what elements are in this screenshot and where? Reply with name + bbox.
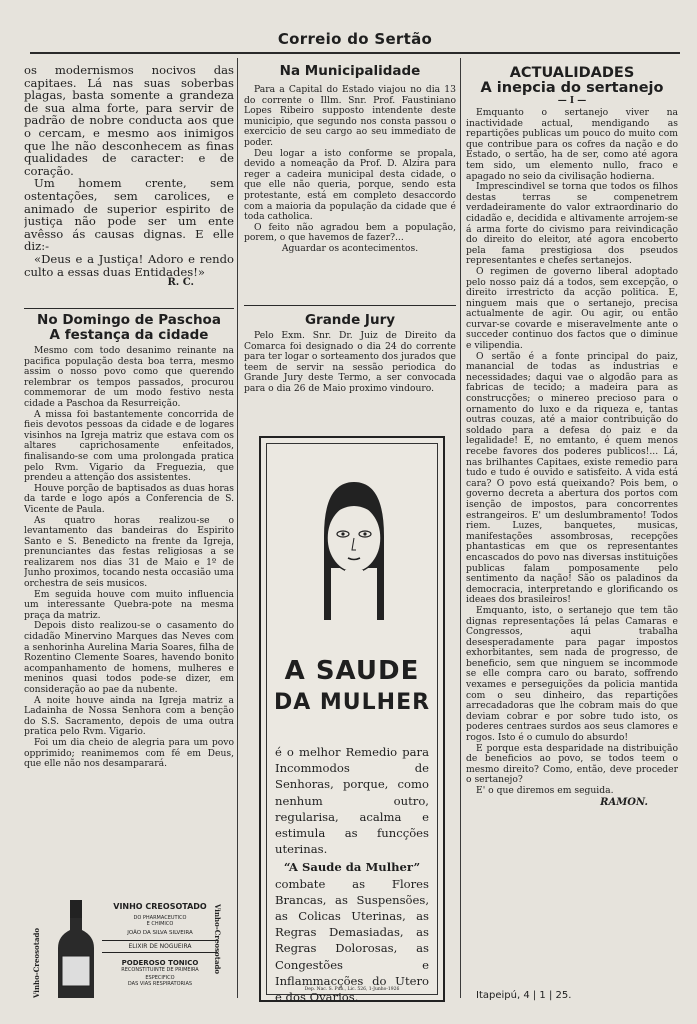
column-1-top [24,64,234,304]
advert-side-text-left: Vinho-Creosotado [32,927,41,998]
article-headline: Na Municipalidade [279,64,421,79]
signature-ramon: RAMON. [600,796,648,808]
dateline: Itapeipú, 4 | 1 | 25. [476,990,572,1001]
advert-line: JOÃO DA SILVA SILVEIRA [127,930,193,936]
advert-text-block [102,902,218,987]
section-numeral: — I — [557,96,587,106]
article-continuation-paragraph: «Deus e a Justiça! Adoro e rendo culto a essas duas Entidades!» [24,251,234,279]
advert-title-line-2: DA MULHER [273,690,431,715]
advert-quote: “A Saude da Mulher” [283,860,421,875]
advert-line: DAS VIAS RESPIRATORIAS [127,981,193,987]
advert-title: VINHO CREOSOTADO [113,902,207,911]
advert-license-footer: Dep. Nac. S. Pub., Lic. 526, 1-Junho-1926 [304,987,400,992]
paragraph: Emquanto, isto, o sertanejo que tem tão dignas representações lá pelas Camaras e Congressos, aqui trabalha desesperadamente para pagar impostos exhorbitantes, sem nada de progresso, de beneficio, sem que ninguem se incommode se elle compra caro ou barato, soffrendo vexames e perseguições da policia mantida com o seu dinheiro, das repartições arrecadadoras que lhe cobram mais do que deviam cobrar e por sobre tudo isto, os poderes centraes surdos aos seus clamores e rogos. Isto é o cumulo do absurdo! [466,604,678,744]
advert-line: E CHIMICO [146,921,174,927]
paragraph: Pelo Exm. Snr. Dr. Juiz de Direito da Comarca foi designado o dia 24 do corrente para ter logar o sorteamento dos jurados que teem de servir na sessão periodica do Grande Jury deste Termo, a ser convocada para o dia 26 de Maio proximo vindouro. [244,330,456,394]
column-3-actualidades [466,66,678,988]
column-2-rule [244,305,456,306]
advert-paragraph: é o melhor Remedio para Incommodos de Senhoras, porque, como nenhum outro, regularisa, acalma e estimula as funcções uterinas. [275,745,429,857]
advert-line: PODEROSO TONICO [121,959,199,967]
article-headline: Grande Jury [304,313,396,328]
masthead: Correio do Sertão [277,30,433,48]
article-continuation-paragraph: os modernismos nocivos das capitaes. Lá nas suas soberbas plagas, basta somente a grandeza de sua alma forte, para servir de padrão de nobre conducta aos que o cercam, e mesmo aos inimigos que lhe não desconhecem as finas qualidades de caracter: e de coração. [24,64,234,178]
paragraph: A noite houve ainda na Igreja matriz a Ladainha de Nossa Senhora com a benção do S.S. Sacramento, depois de uma outra pratica pelo Rvm. Vigario. [24,694,234,738]
paragraph: As quatro horas realizou-se o levantamento das bandeiras do Espirito Santo e S. Benedicto na frente da Igreja, prenunciantes das festas religiosas a se realizarem nos dias 31 de Maio e 1º de Junho proximos, tocando nesta occasião uma orchestra de seis musicos. [24,514,234,590]
article-headline: ACTUALIDADES [509,66,635,81]
paragraph: E' o que diremos em seguida. [476,785,614,796]
advert-line: DO PHARMACEUTICO [133,915,187,921]
article-subheadline: A inepcia do sertanejo [480,80,664,96]
paragraph: Imprescindivel se torna que todos os filhos destas terras se compenetrem verdadeiramente do valor extraordinario do cidadão e, decidida e altivamente arrojem-se á arma forte do civismo para reivindicação do direito do eleitor, até agora encoberto pela fama prestigiosa dos pseudos representantes e chefes sertanejos. [466,181,678,267]
signature-rc: R. C. [167,277,194,289]
paragraph: Depois disto realizou-se o casamento do cidadão Minervino Marques das Neves com a senhorinha Aurelina Maria Soares, filha de Rozentino Clemente Soares, havendo bonito acompanhamento de homens, mulheres e meninos quasi todos pode-se dizer, em consideração ao pae da nubente. [24,620,234,695]
column-1-rule [24,308,234,309]
advert-inner-frame [266,443,438,1005]
paragraph: Foi um dia cheio de alegria para um povo opprimido; reanimemos com fé em Deus, que elle não nos desamparará. [24,736,234,770]
column-1-article [24,313,234,893]
paragraph: Mesmo com todo desanimo reinante na pacifica população desta boa terra, mesmo assim o nosso povo como que querendo relembrar os tempos passados, procurou commemorar de um modo festivo nesta cidade a Paschoa da Resurreição. [24,345,234,409]
advert-title-line-1: A SAUDE [284,656,420,686]
paragraph: O feito não agradou bem a população, porem, o que havemos de fazer?... [244,221,456,244]
column-2-municipalidade [244,64,456,308]
advert-line: ESPECIFICO [145,975,175,981]
paragraph: Em seguida houve com muito influencia um interessante Quebra-pote na mesma praça da matriz. [24,588,234,621]
advert-side-text-right: Vinho-Creosotado [213,904,222,975]
paragraph: Deu logar a isto conforme se propala, devido a nomeação da Prof. D. Alzira para reger a cadeira municipal desta cidade, o que elle não queria, porque, sendo esta protestante, está em completo desaccordo com a maioria da população da cidade que é toda catholica. [244,147,456,223]
article-subheadline: A festança da cidade [49,327,209,343]
paragraph: Para a Capital do Estado viajou no dia 13 do corrente o Illm. Snr. Prof. Faustiniano Lopes Ribeiro supposto intendente deste municipio, que segundo nos consta passou o exercicio de seu cargo ao seu immediato de poder. [244,84,456,148]
advert-body [275,744,429,1005]
saude-da-mulher-advert [259,436,445,1005]
column-divider-1 [237,58,238,998]
paragraph: O regimen de governo liberal adoptado pelo nosso paiz dá a todos, sem excepção, o direito irrestricto da acção politica. E, ninguem mais que o sertanejo, precisa actualmente de agir. Ou agir, ou então curvar-se covarde e miseravelmente ante o succeder continuo dos factos que o diminue e vilipendia. [466,265,678,352]
paragraph: A missa foi bastantemente concorrida de fieis devotos pessoas da cidade e de logares visinhos na Igreja matriz que estava com os altares caprichosamente enfeitados, finalisando-se com uma prolongada pratica pelo Rvm. Vigario da Freguezia, que prendeu a attenção dos assistentes. [24,408,234,484]
article-continuation-paragraph: Um homem crente, sem ostentações, sem carolices, e animado de superior espirito de justiça não pode ser um ente avêsso ás causas dignas. E elle diz:- [24,176,234,254]
paragraph: E porque esta desparidade na distribuição de beneficios ao povo, se todos teem o mesmo direito? Como, então, deve proceder o sertanejo? [466,742,678,786]
vinho-creosotado-advert [32,898,230,1004]
paragraph-closing: Aguardar os acontecimentos. [281,242,419,254]
article-headline: No Domingo de Paschoa [37,313,221,328]
paragraph: Emquanto o sertanejo viver na inactividade actual, mendigando as repartições publicas um pouco do muito com que contribue para os cofres da nação e do Estado, o sertão, ha de ser, como até agora tem sido, um elemento nullo, fraco e apagado no seio da civilisação hodierna. [466,107,678,182]
paragraph: Houve porção de baptisados as duas horas da tarde e logo após a Conferencia de S. Vicente de Paula. [24,482,234,515]
column-divider-2 [460,58,461,998]
masthead-rule [30,52,680,54]
column-2-grande-jury [244,313,456,423]
paragraph: O sertão é a fonte principal do paiz, manancial de todas as industrias e necessidades; daqui vae o algodão para as fabricas de tecido; a madeira para as construcções; o minereo precioso para o ornamento do luxo e da riqueza e, tantas outras couzas, até a maior contribuição do soldado para a defesa do paiz e da legalidade! E, no emtanto, é quem menos recebe favores dos poderes publicos!... Lá, nas brilhantes Capitaes, existe remedio para tudo e tudo é ouvido e satisfeito. A vida está cara? O povo está queixando? Pois bem, o governo decreta a abertura dos portos com isenção de impostos, para concorrentes estrangeiros. E' um deslumbramento! Todos riem. Luzes, banquetes, musicas, manifestações assombrosas, recepções phantasticas em que os representantes encascados do povo nas diversas instituições publicas falam pomposamente pelo sentimento da nação! São os paladinos da democracia, interpretando e glorificando os ideaes dos brasileiros! [466,350,678,606]
advert-paragraph: combate as Flores Brancas, as Suspensões, as Colicas Uterinas, as Regras Demasiadas, as Regras Dolorosas, as Congestões e Inflammacções do Utero e dos Ovarios. [275,876,429,1005]
woman-portrait-illustration [267,448,441,648]
advert-line: RECONSTITUINTE DE PRIMEIRA [121,967,199,973]
bottle-icon [54,898,98,1002]
advert-line: ELIXIR DE NOGUEIRA [102,940,218,953]
